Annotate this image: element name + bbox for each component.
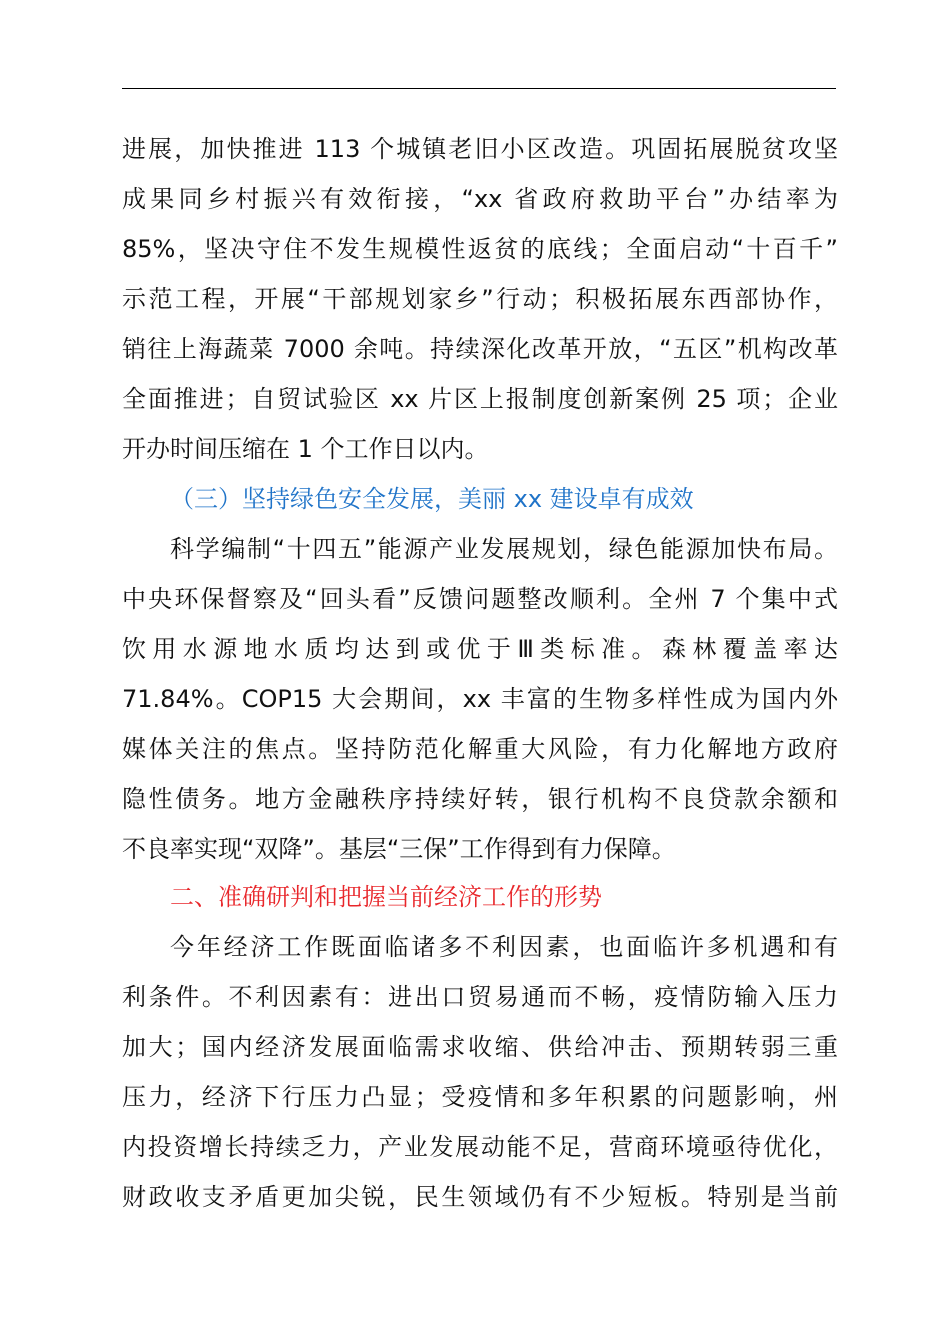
paragraph-line: 进展，加快推进 113 个城镇老旧小区改造。巩固拓展脱贫攻坚: [122, 135, 838, 163]
paragraph-line: 销往上海蔬菜 7000 余吨。持续深化改革开放，“五区”机构改革: [122, 335, 838, 363]
paragraph-line: 85%，坚决守住不发生规模性返贫的底线；全面启动“十百千”: [122, 235, 838, 263]
paragraph-line: 示范工程，开展“干部规划家乡”行动；积极拓展东西部协作，: [122, 285, 838, 313]
section-heading: 二、准确研判和把握当前经济工作的形势: [170, 883, 602, 911]
paragraph-line: 成果同乡村振兴有效衔接，“xx 省政府救助平台”办结率为: [122, 185, 838, 213]
paragraph-line: 压力，经济下行压力凸显；受疫情和多年积累的问题影响，州: [122, 1083, 838, 1111]
paragraph-line: 内投资增长持续乏力，产业发展动能不足，营商环境亟待优化，: [122, 1133, 838, 1161]
paragraph-line: 财政收支矛盾更加尖锐，民生领域仍有不少短板。特别是当前: [122, 1183, 838, 1211]
paragraph-line: 开办时间压缩在 1 个工作日以内。: [122, 435, 489, 463]
paragraph-line: 不良率实现“双降”。基层“三保”工作得到有力保障。: [122, 835, 676, 863]
paragraph-line: 今年经济工作既面临诸多不利因素，也面临许多机遇和有: [170, 933, 838, 961]
paragraph-line: 71.84%。COP15 大会期间，xx 丰富的生物多样性成为国内外: [122, 685, 838, 713]
paragraph-line: 全面推进；自贸试验区 xx 片区上报制度创新案例 25 项；企业: [122, 385, 838, 413]
paragraph-line: 媒体关注的焦点。坚持防范化解重大风险，有力化解地方政府: [122, 735, 838, 763]
paragraph-line: 中央环保督察及“回头看”反馈问题整改顺利。全州 7 个集中式: [122, 585, 838, 613]
section-subheading: （三）坚持绿色安全发展，美丽 xx 建设卓有成效: [170, 485, 694, 513]
paragraph-line: 加大；国内经济发展面临需求收缩、供给冲击、预期转弱三重: [122, 1033, 838, 1061]
paragraph-line: 隐性债务。地方金融秩序持续好转，银行机构不良贷款余额和: [122, 785, 838, 813]
header-rule: [122, 88, 836, 89]
paragraph-line: 科学编制“十四五”能源产业发展规划，绿色能源加快布局。: [170, 535, 838, 563]
paragraph-line: 饮用水源地水质均达到或优于Ⅲ类标准。森林覆盖率达: [122, 635, 838, 663]
paragraph-line: 利条件。不利因素有：进出口贸易通而不畅，疫情防输入压力: [122, 983, 838, 1011]
